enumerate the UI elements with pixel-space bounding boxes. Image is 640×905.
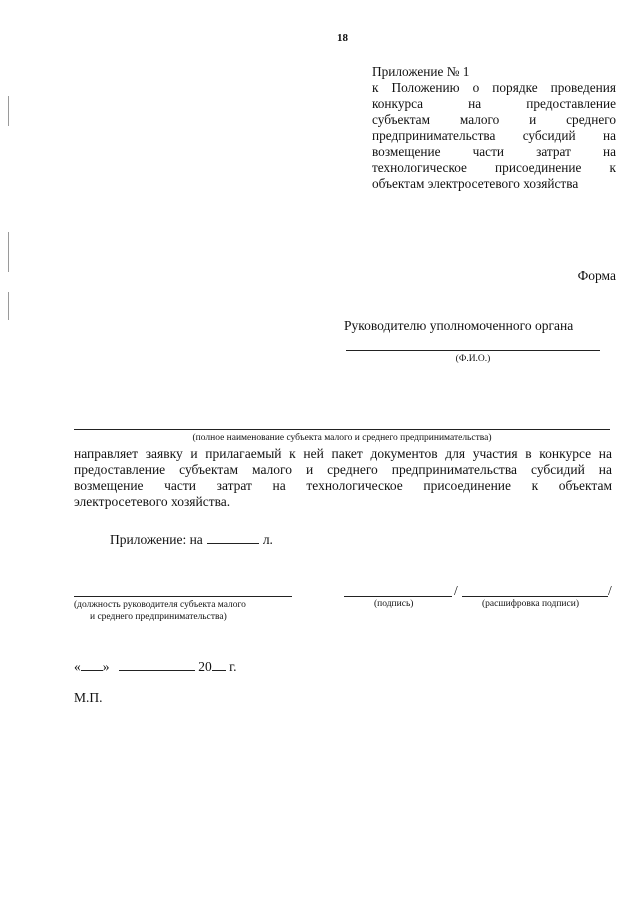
body-line: возмещение части затрат на технологическое присоединение к объектам xyxy=(74,478,612,493)
body-line: направляет заявку и прилагаемый к ней пакет документов для участия в конкурсе на xyxy=(74,446,612,461)
stamp-place: М.П. xyxy=(74,690,103,705)
appendix-line: предпринимательства субсидий на xyxy=(372,128,616,143)
page-number: 18 xyxy=(337,32,348,44)
fio-underline[interactable] xyxy=(346,350,600,351)
slash-separator: / xyxy=(454,583,458,598)
year-prefix: 20 xyxy=(198,659,212,674)
organization-name-underline[interactable] xyxy=(74,429,610,430)
application-body xyxy=(74,446,612,510)
appendix-line: субъектам малого и среднего xyxy=(372,112,616,127)
signature-underline[interactable] xyxy=(344,596,452,597)
attachment-suffix: л. xyxy=(262,532,273,547)
appendix-line: возмещение части затрат на xyxy=(372,144,616,159)
attachment-line xyxy=(110,531,273,548)
scan-artifact xyxy=(8,96,9,126)
date-suffix: г. xyxy=(229,659,237,674)
scan-artifact xyxy=(8,292,9,320)
attachment-prefix: Приложение: на xyxy=(110,532,203,547)
appendix-title: Приложение № 1 xyxy=(372,64,470,79)
decryption-caption: (расшифровка подписи) xyxy=(482,599,579,609)
appendix-line: к Положению о порядке проведения xyxy=(372,80,616,95)
date-line xyxy=(74,658,237,675)
recipient-heading: Руководителю уполномоченного органа xyxy=(344,318,574,333)
appendix-line: объектам электросетевого хозяйства xyxy=(372,176,579,191)
position-underline[interactable] xyxy=(74,596,292,597)
date-close-quote: » xyxy=(102,659,110,674)
month-blank[interactable] xyxy=(119,658,195,671)
appendix-line: конкурса на предоставление xyxy=(372,96,616,111)
signature-caption: (подпись) xyxy=(374,599,414,609)
signature-decryption-underline[interactable] xyxy=(462,596,608,597)
position-caption-line-2: и среднего предпринимательства) xyxy=(90,612,227,622)
appendix-block xyxy=(372,64,616,192)
slash-separator: / xyxy=(608,583,612,598)
form-label: Форма xyxy=(577,268,616,283)
day-blank[interactable] xyxy=(81,658,103,671)
scan-artifact xyxy=(8,232,9,272)
body-line: предоставление субъектам малого и среднего предпринимательства субсидий на xyxy=(74,462,612,477)
position-caption-line-1: (должность руководителя субъекта малого xyxy=(74,600,246,610)
body-line: электросетевого хозяйства. xyxy=(74,494,231,509)
appendix-line: технологическое присоединение к xyxy=(372,160,616,175)
date-open-quote: « xyxy=(74,659,81,674)
position-caption xyxy=(74,599,292,623)
organization-name-caption: (полное наименование субъекта малого и среднего предпринимательства) xyxy=(192,433,492,443)
year-blank[interactable] xyxy=(212,658,226,671)
attachment-pages-blank[interactable] xyxy=(207,531,259,544)
fio-caption: (Ф.И.О.) xyxy=(455,354,491,364)
